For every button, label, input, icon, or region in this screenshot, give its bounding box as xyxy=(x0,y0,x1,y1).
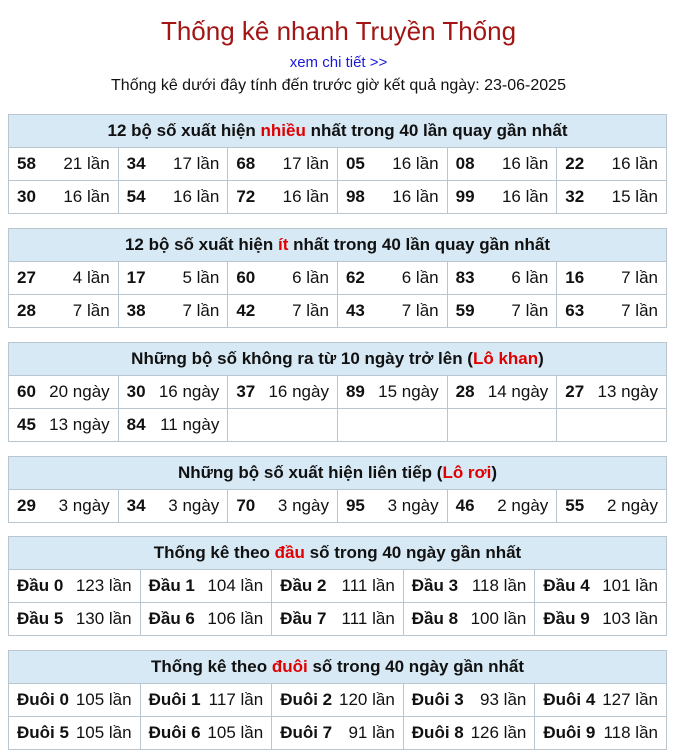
stat-key: 34 xyxy=(126,154,146,173)
stat-cell xyxy=(557,262,667,295)
date-note: Thống kê dưới đây tính đến trước giờ kết quả ngày: 23-06-2025 xyxy=(111,77,566,94)
section-title xyxy=(9,115,667,148)
stat-key: 38 xyxy=(126,301,146,320)
stat-key: 46 xyxy=(455,496,475,515)
stat-cell xyxy=(9,181,119,214)
stat-key: 30 xyxy=(17,187,36,206)
stat-cell xyxy=(535,603,667,636)
stat-cell xyxy=(557,295,667,328)
section-title xyxy=(9,229,667,262)
stat-cell xyxy=(228,376,338,409)
stat-value: 21 lần xyxy=(63,154,110,173)
stat-key: 45 xyxy=(17,415,36,434)
stat-cell xyxy=(118,490,228,523)
stat-value: 7 lần xyxy=(401,301,439,320)
stat-key: Đuôi 1 xyxy=(148,690,201,709)
table-row xyxy=(9,684,667,717)
stat-key: Đuôi 6 xyxy=(148,723,201,742)
stat-cell xyxy=(337,181,447,214)
stat-key: 98 xyxy=(345,187,365,206)
stat-cell xyxy=(535,717,667,750)
stat-value: 15 lần xyxy=(611,187,658,206)
stat-cell xyxy=(272,603,404,636)
stat-key: 68 xyxy=(236,154,256,173)
stat-cell xyxy=(140,570,272,603)
stat-key: Đuôi 3 xyxy=(411,690,464,709)
stat-value: 3 ngày xyxy=(58,496,110,515)
stat-cell xyxy=(9,148,119,181)
stat-value: 6 lần xyxy=(511,268,549,287)
stat-cell xyxy=(337,490,447,523)
stat-cell xyxy=(118,148,228,181)
stat-value: 93 lần xyxy=(480,690,527,709)
stat-value: 7 lần xyxy=(182,301,220,320)
stat-cell xyxy=(228,262,338,295)
stat-cell xyxy=(228,409,338,442)
stat-key: 08 xyxy=(455,154,475,173)
stat-key: 32 xyxy=(565,187,585,206)
stat-key: 37 xyxy=(236,382,256,401)
stat-cell xyxy=(337,409,447,442)
section-title-highlight: Lô rơi xyxy=(442,463,492,482)
stat-value: 11 ngày xyxy=(160,415,220,434)
section-title-highlight: ít xyxy=(278,235,289,254)
stat-value: 104 lần xyxy=(207,576,264,595)
stat-cell xyxy=(9,684,141,717)
stat-key: 05 xyxy=(345,154,365,173)
stat-value: 111 lần xyxy=(341,576,395,595)
stat-key: 22 xyxy=(565,154,585,173)
stat-key: 72 xyxy=(236,187,256,206)
stat-key: Đầu 2 xyxy=(280,576,327,595)
stat-cell xyxy=(9,570,141,603)
stat-key: 59 xyxy=(455,301,475,320)
stat-value: 16 ngày xyxy=(158,382,220,401)
stat-value: 91 lần xyxy=(348,723,395,742)
stat-key: Đầu 8 xyxy=(411,609,459,628)
stat-key: 95 xyxy=(345,496,365,515)
stat-value: 105 lần xyxy=(75,690,132,709)
stat-cell xyxy=(118,295,228,328)
stat-key: Đầu 9 xyxy=(543,609,590,628)
stat-cell xyxy=(447,376,557,409)
most-frequent-table xyxy=(8,114,667,214)
stat-value: 16 lần xyxy=(501,154,549,173)
stat-cell xyxy=(272,570,404,603)
stat-cell xyxy=(9,295,119,328)
stat-cell xyxy=(447,409,557,442)
stat-key: 27 xyxy=(565,382,585,401)
stat-value: 7 lần xyxy=(292,301,329,320)
lo-khan-table xyxy=(8,342,667,442)
stat-value: 2 ngày xyxy=(497,496,549,515)
stat-key: Đầu 4 xyxy=(543,576,590,595)
stat-cell xyxy=(140,603,272,636)
stat-key: Đuôi 9 xyxy=(543,723,596,742)
stat-cell xyxy=(337,262,447,295)
stat-key: 62 xyxy=(345,268,365,287)
stat-value: 111 lần xyxy=(341,609,395,628)
stat-key: Đầu 5 xyxy=(17,609,64,628)
duoi-stats-table xyxy=(8,650,667,750)
section-title xyxy=(9,651,667,684)
stat-value: 3 ngày xyxy=(277,496,329,515)
stat-key: 63 xyxy=(565,301,585,320)
stat-value: 123 lần xyxy=(75,576,132,595)
stat-value: 16 lần xyxy=(501,187,549,206)
section-title-text: nhất trong 40 lần quay gần nhất xyxy=(288,235,551,254)
stat-key: 30 xyxy=(126,382,146,401)
stat-key: 55 xyxy=(565,496,585,515)
table-row xyxy=(9,295,667,328)
stat-value: 105 lần xyxy=(75,723,132,742)
stat-key: Đuôi 5 xyxy=(17,723,69,742)
stat-key: 28 xyxy=(17,301,36,320)
stat-value: 106 lần xyxy=(207,609,264,628)
stat-key: 99 xyxy=(455,187,475,206)
stat-cell xyxy=(118,262,228,295)
stat-value: 100 lần xyxy=(470,609,527,628)
stat-value: 16 lần xyxy=(282,187,329,206)
section-title-text: ) xyxy=(491,463,498,482)
stat-value: 5 lần xyxy=(182,268,220,287)
stat-key: 29 xyxy=(17,496,36,515)
stat-value: 7 lần xyxy=(511,301,549,320)
stat-key: Đuôi 7 xyxy=(280,723,333,742)
stat-key: Đầu 6 xyxy=(148,609,195,628)
stat-key: 54 xyxy=(126,187,146,206)
stat-key: 42 xyxy=(236,301,256,320)
stat-cell xyxy=(337,376,447,409)
stat-value: 17 lần xyxy=(172,154,220,173)
table-row xyxy=(9,570,667,603)
stat-cell xyxy=(9,490,119,523)
stat-value: 16 lần xyxy=(63,187,110,206)
stat-value: 103 lần xyxy=(602,609,658,628)
stat-cell xyxy=(447,181,557,214)
stat-value: 20 ngày xyxy=(49,382,110,401)
stat-key: 27 xyxy=(17,268,36,287)
stat-cell xyxy=(140,717,272,750)
stat-value: 14 ngày xyxy=(487,382,549,401)
section-title-text: số trong 40 ngày gần nhất xyxy=(304,543,522,562)
stat-cell xyxy=(447,490,557,523)
stat-value: 16 lần xyxy=(611,154,658,173)
stat-cell xyxy=(447,295,557,328)
stat-cell xyxy=(337,148,447,181)
stat-value: 16 lần xyxy=(392,154,439,173)
stat-cell xyxy=(9,603,141,636)
stat-key: Đầu 7 xyxy=(280,609,327,628)
stat-cell xyxy=(535,570,667,603)
stat-value: 118 lần xyxy=(603,723,658,742)
stat-key: 34 xyxy=(126,496,146,515)
stat-key: 60 xyxy=(17,382,36,401)
lo-roi-table xyxy=(8,456,667,523)
stat-key: Đầu 3 xyxy=(411,576,459,595)
stat-key: 70 xyxy=(236,496,256,515)
table-row xyxy=(9,490,667,523)
least-frequent-table xyxy=(8,228,667,328)
stat-value: 13 ngày xyxy=(597,382,658,401)
section-title-highlight: đuôi xyxy=(271,657,308,676)
table-row xyxy=(9,603,667,636)
stat-value: 15 ngày xyxy=(378,382,439,401)
stat-cell xyxy=(403,570,535,603)
section-title-text: Thống kê theo xyxy=(150,657,272,676)
stat-key: Đuôi 8 xyxy=(411,723,464,742)
stat-cell xyxy=(228,148,338,181)
dau-stats-table xyxy=(8,536,667,636)
stat-key: 16 xyxy=(565,268,585,287)
stat-cell xyxy=(403,684,535,717)
stat-cell xyxy=(140,684,272,717)
stat-cell xyxy=(557,181,667,214)
table-row xyxy=(9,717,667,750)
stat-cell xyxy=(272,717,404,750)
stat-cell xyxy=(337,295,447,328)
section-title-highlight: đầu xyxy=(274,543,305,562)
stat-value: 13 ngày xyxy=(49,415,110,434)
stat-cell xyxy=(403,717,535,750)
detail-link[interactable]: xem chi tiết >> xyxy=(289,54,388,71)
stat-value: 7 lần xyxy=(621,301,658,320)
stat-cell xyxy=(403,603,535,636)
section-title xyxy=(9,537,667,570)
stat-cell xyxy=(9,262,119,295)
stat-value: 6 lần xyxy=(292,268,329,287)
stat-value: 16 lần xyxy=(392,187,439,206)
stat-cell xyxy=(9,717,141,750)
stat-cell xyxy=(557,148,667,181)
stat-value: 2 ngày xyxy=(606,496,658,515)
stat-cell xyxy=(9,409,119,442)
section-title-text: số trong 40 ngày gần nhất xyxy=(307,657,525,676)
stat-key: 58 xyxy=(17,154,36,173)
stat-key: 60 xyxy=(236,268,256,287)
stat-value: 127 lần xyxy=(602,690,658,709)
stat-value: 120 lần xyxy=(339,690,395,709)
stat-value: 126 lần xyxy=(470,723,527,742)
stat-value: 7 lần xyxy=(621,268,658,287)
stat-value: 105 lần xyxy=(207,723,264,742)
stat-value: 117 lần xyxy=(208,690,264,709)
stat-value: 3 ngày xyxy=(168,496,220,515)
stat-cell xyxy=(9,376,119,409)
stat-cell xyxy=(447,262,557,295)
section-title-highlight: Lô khan xyxy=(472,349,539,368)
table-row xyxy=(9,148,667,181)
stat-value: 16 lần xyxy=(172,187,220,206)
table-row xyxy=(9,181,667,214)
stat-value: 101 lần xyxy=(602,576,658,595)
stat-cell xyxy=(118,181,228,214)
section-title xyxy=(9,457,667,490)
stat-value: 130 lần xyxy=(75,609,132,628)
stat-key: 83 xyxy=(455,268,475,287)
stat-cell xyxy=(272,684,404,717)
stat-key: Đuôi 2 xyxy=(280,690,333,709)
stat-cell xyxy=(228,295,338,328)
stat-key: 89 xyxy=(345,382,365,401)
stat-key: 17 xyxy=(126,268,146,287)
stat-value: 6 lần xyxy=(401,268,439,287)
stat-cell xyxy=(557,490,667,523)
stat-cell xyxy=(228,181,338,214)
stat-value: 3 ngày xyxy=(387,496,439,515)
table-row xyxy=(9,376,667,409)
stat-value: 17 lần xyxy=(282,154,329,173)
section-title-text: nhất trong 40 lần quay gần nhất xyxy=(305,121,568,140)
section-title-text: Thống kê theo xyxy=(153,543,275,562)
stat-cell xyxy=(447,148,557,181)
stat-key: Đuôi 4 xyxy=(543,690,596,709)
stat-cell xyxy=(118,409,228,442)
stat-cell xyxy=(557,376,667,409)
stat-key: Đuôi 0 xyxy=(17,690,69,709)
stat-value: 7 lần xyxy=(72,301,110,320)
section-title-text: 12 bộ số xuất hiện xyxy=(107,121,261,140)
stat-key: 84 xyxy=(126,415,146,434)
table-row xyxy=(9,262,667,295)
stat-value: 16 ngày xyxy=(268,382,329,401)
section-title-text: Những bộ số xuất hiện liên tiếp ( xyxy=(177,463,443,482)
stat-key: 43 xyxy=(345,301,365,320)
section-title-highlight: nhiều xyxy=(260,121,306,140)
stat-cell xyxy=(557,409,667,442)
stat-key: Đầu 0 xyxy=(17,576,64,595)
stat-cell xyxy=(118,376,228,409)
stat-key: 28 xyxy=(455,382,475,401)
stat-key: Đầu 1 xyxy=(148,576,195,595)
stat-value: 118 lần xyxy=(471,576,527,595)
stat-cell xyxy=(228,490,338,523)
stat-value: 4 lần xyxy=(72,268,110,287)
table-row xyxy=(9,409,667,442)
section-title xyxy=(9,343,667,376)
section-title-text: 12 bộ số xuất hiện xyxy=(124,235,278,254)
section-title-text: ) xyxy=(538,349,544,368)
page-title: Thống kê nhanh Truyền Thống xyxy=(160,16,517,46)
stat-cell xyxy=(535,684,667,717)
section-title-text: Những bộ số không ra từ 10 ngày trở lên ( xyxy=(131,349,473,368)
